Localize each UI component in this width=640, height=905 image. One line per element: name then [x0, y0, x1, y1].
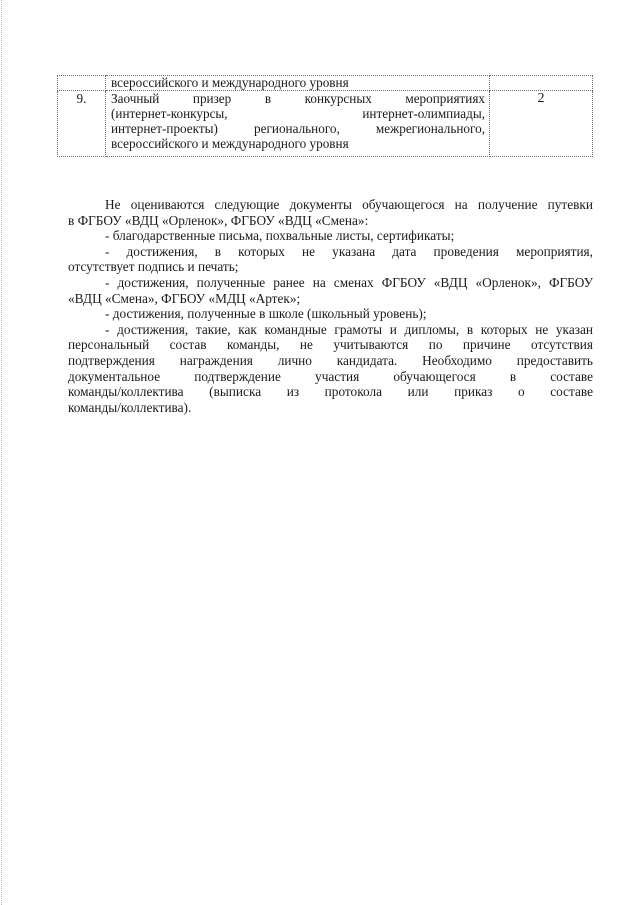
- note-line: документальное подтверждение участия обучающегося в составе: [68, 368, 593, 384]
- description-line: (интернет-конкурсы, интернет-олимпиады,: [111, 106, 485, 121]
- row-score-cell: [490, 76, 593, 91]
- row-score-cell: 2: [490, 91, 593, 157]
- note-line: команды/коллектива (выписка из протокола или приказ о составе: [68, 384, 593, 400]
- row-description-cell: [106, 76, 490, 91]
- note-line: - достижения, полученные ранее на сменах ФГБОУ «ВДЦ «Орленок», ФГБОУ: [105, 274, 593, 290]
- description-line: Заочный призер в конкурсных мероприятиях: [111, 91, 485, 106]
- note-line: отсутствует подпись и печать;: [68, 259, 239, 275]
- note-line: в ФГБОУ «ВДЦ «Орленок», ФГБОУ «ВДЦ «Смена»:: [68, 212, 369, 228]
- excluded-documents-notes: [68, 197, 593, 415]
- note-line: - благодарственные письма, похвальные листы, сертификаты;: [105, 228, 455, 244]
- note-line: - достижения, полученные в школе (школьный уровень);: [105, 306, 427, 322]
- row-number-cell: 9.: [58, 91, 106, 157]
- criteria-table: [57, 75, 593, 157]
- table-row-previous: [58, 76, 593, 91]
- note-line: - достижения, такие, как командные грамоты и дипломы, в которых не указан: [105, 321, 593, 337]
- table-row-9: [58, 91, 593, 157]
- description-line: всероссийского и международного уровня: [111, 75, 349, 90]
- row-description-cell: [106, 91, 490, 157]
- description-line: всероссийского и международного уровня: [111, 136, 349, 151]
- row-number-cell: [58, 76, 106, 91]
- note-line: команды/коллектива).: [68, 399, 192, 415]
- note-line: Не оцениваются следующие документы обучающегося на получение путевки: [105, 197, 593, 212]
- note-line: персональный состав команды, не учитываются по причине отсутствия: [68, 337, 593, 353]
- note-line: «ВДЦ «Смена», ФГБОУ «МДЦ «Артек»;: [68, 290, 301, 306]
- scan-edge-line: [1, 0, 2, 905]
- note-line: подтверждения награждения лично кандидата. Необходимо предоставить: [68, 352, 593, 368]
- description-line: интернет-проекты) регионального, межрегионального,: [111, 121, 485, 136]
- note-line: - достижения, в которых не указана дата проведения мероприятия,: [105, 243, 593, 259]
